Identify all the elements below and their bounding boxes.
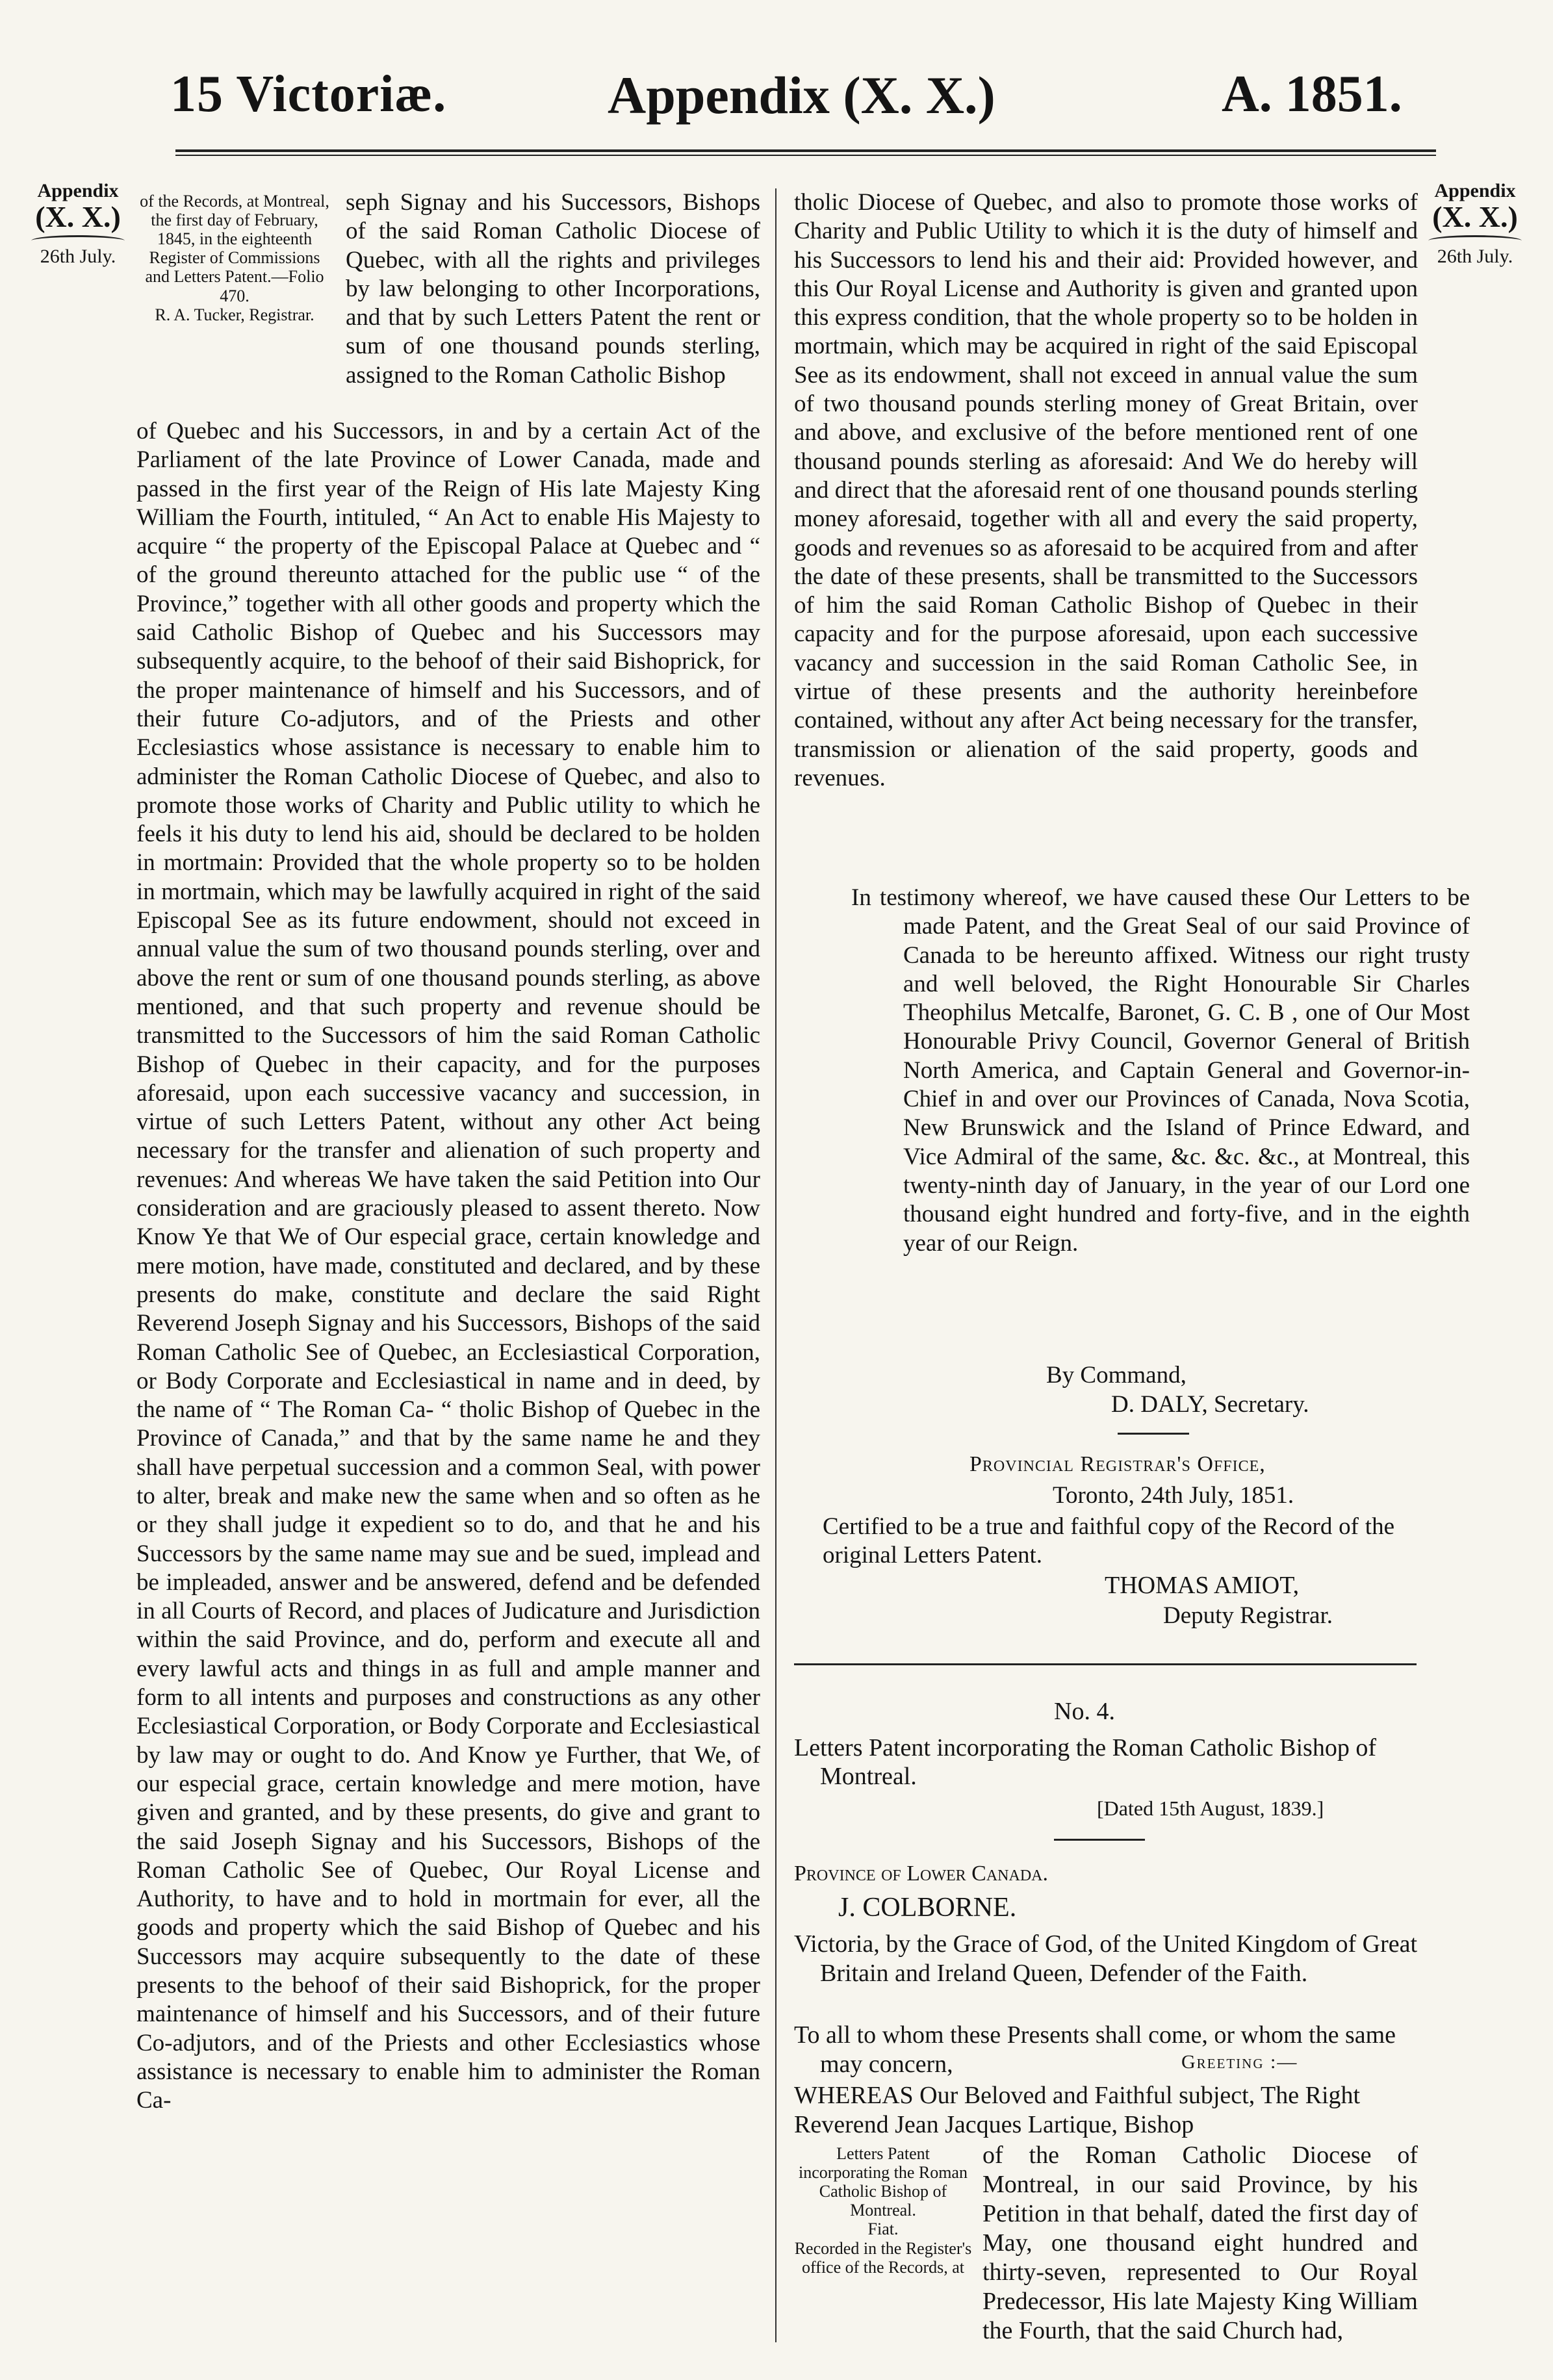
header-rule-bottom bbox=[175, 155, 1436, 156]
victoria-preamble: Victoria, by the Grace of God, of the United Kingdom of Great Britain and Ireland Queen, Defender of the Faith. bbox=[794, 1930, 1418, 1987]
whereas-continuation: of the Roman Catholic Diocese of Montreal, in our said Province, by his Petition in that behalf, dated the first day of May, one thousand eight hundred and thirty-seven, represented to Our Royal Predecessor, His late Majesty King William the Fourth, that the said Church had, bbox=[982, 2142, 1418, 2344]
header-appendix: Appendix (X. X.) bbox=[608, 66, 995, 125]
amiot-signature: THOMAS AMIOT, bbox=[1105, 1572, 1300, 1599]
section-separator bbox=[794, 1663, 1417, 1665]
margin-label-xx-right: (X. X.) bbox=[1432, 199, 1518, 233]
to-all-line: To all to whom these Presents shall come, or whom the same may concern, bbox=[794, 2021, 1396, 2078]
colborne-signature: J. COLBORNE. bbox=[838, 1893, 1017, 1923]
margin-label-date-right: 26th July. bbox=[1437, 245, 1513, 267]
letters-patent-title: Letters Patent incorporating the Roman Catholic Bishop of Montreal. bbox=[794, 1734, 1376, 1790]
testimony-paragraph: In testimony whereof, we have caused these Our Letters to be made Patent, and the Great Seal of our said Province of Canada to be hereunto affixed. Witness our right trusty and well beloved, the Right Honourable Sir Charles Theophilus Metcalfe, Baronet, G. C. B , one of Our Most Honourable Privy Council, Governor General of British North America, and Captain General and Governor-in-Chief in and over our Provinces of Canada, Nova Scotia, New Brunswick and the Island of Prince Edward, and Vice Admiral of the same, &c. &c. &c., at Montreal, this twenty-ninth day of January, in the year of our Lord one thousand eight hundred and forty-five, and in the eighth year of our Reign. bbox=[851, 884, 1470, 1257]
margin-label-right bbox=[1423, 181, 1527, 266]
by-command: By Command, bbox=[1046, 1362, 1187, 1388]
greeting: Greeting :— bbox=[1181, 2051, 1298, 2073]
header-year: A. 1851. bbox=[1222, 66, 1402, 123]
margin-note-records: of the Records, at Montreal, the first day of February, 1845, in the eighteenth Register of Commissions and Letters Patent.—Folio 470. R. A. Tucker, Registrar. bbox=[140, 192, 329, 324]
registrar-date: Toronto, 24th July, 1851. bbox=[1053, 1482, 1294, 1509]
left-column-top-text: seph Signay and his Successors, Bishops of the said Roman Catholic Diocese of Quebec, with all the rights and privileges by law belonging to other Incorporations, and that by such Letters Patent the rent or sum of one thousand pounds sterling, assigned to the Roman Catholic Bishop bbox=[346, 189, 760, 389]
province-heading: Province of Lower Canada. bbox=[794, 1862, 1049, 1886]
deputy-registrar: Deputy Registrar. bbox=[1163, 1602, 1333, 1629]
right-column-top-text: tholic Diocese of Quebec, and also to promote those works of Charity and Public Utility to which it is the duty of himself and his Successors to lend his and their aid: Provided however, and this Our Royal License and Authority is given and granted upon this express condition, that the whole property so to be holden in mortmain, which may be acquired in right of the said Episcopal See as its endowment, shall not exceed in annual value the sum of two thousand pounds sterling money of Great Britain, over and above, and exclusive of the before mentioned rent of one thousand pounds sterling as aforesaid: And We do hereby will and direct that the aforesaid rent of one thousand pounds sterling money aforesaid, together with all and every the said property, goods and revenues so as aforesaid to be acquired from and after the date of these presents, shall be transmitted to the Successors of him the said Roman Catholic Bishop of Quebec in their capacity and for the purpose aforesaid, upon each successive vacancy and succession in the said Roman Catholic See, in virtue of these presents and the authority hereinbefore contained, without any after Act being necessary for the transfer, transmission or alienation of the said property, goods and revenues. bbox=[794, 189, 1418, 791]
dated-line: [Dated 15th August, 1839.] bbox=[1097, 1797, 1324, 1820]
secretary-signature: D. DALY, Secretary. bbox=[1111, 1391, 1309, 1418]
margin-label-xx: (X. X.) bbox=[35, 199, 121, 233]
left-column-body-text: of Quebec and his Successors, in and by a certain Act of the Parliament of the late Province of Lower Canada, made and passed in the first year of the Reign of His late Majesty King William the Fourth, intituled, “ An Act to enable His Majesty to acquire “ the property of the Episcopal Palace at Quebec and “ of the ground thereunto attached for the public use “ of the Province,” together with all other goods and property which the said Catholic Bishop of Quebec and his Successors may subsequently acquire, to the behoof of their said Bishoprick, for the proper maintenance of himself and his Successors, and of their future Co-adjutors, and of the Priests and other Ecclesiastics whose assistance is necessary to enable him to administer the Roman Catholic Diocese of Quebec, and also to promote those works of Charity and Public utility to which he feels it his duty to lend his aid, should be declared to be holden in mortmain: Provided that the whole property so to be holden in mortmain, which may be lawfully acquired in right of the said Episcopal See as its future endowment, should not exceed in annual value the sum of two thousand pounds sterling, over and above the rent or sum of one thousand pounds sterling, as above mentioned, and that such property and revenue should be transmitted to the Successors of him the said Roman Catholic Bishop of Quebec in their capacity, and for the purposes aforesaid, upon each successive vacancy and succession, in virtue of such Letters Patent, without any other Act being necessary for the transfer and alienation of such property and revenues: And whereas We have taken the said Petition into Our consideration and are graciously pleased to assent thereto. Now Know Ye that We of Our especial grace, certain knowledge and mere motion, have made, constituted and declared, and by these presents do make, constitute and declare the said Right Reverend Joseph Signay and his Successors, Bishops of the said Roman Catholic See of Quebec, an Ecclesiastical Corporation, or Body Corporate and Ecclesiastical in name and in deed, by the name of “ The Roman Ca- “ tholic Bishop of Quebec in the Province of Canada,” and that by the same name he and they shall have perpetual succession and a common Seal, with power to alter, break and make new the same when and so often as he or they shall judge it expedient so to do, and that he and his Successors by the same name may sue and be sued, implead and be impleaded, answer and be answered, defend and be defended in all Courts of Record, and places of Judicature and Jurisdiction within the said Province, and do, perform and execute all and every lawful acts and things in as full and ample manner and form to all intents and purposes and constructions as any other Ecclesiastical Corporation, or Body Corporate and Ecclesiastical by law may or ought to do. And Know ye Further, that We, of our especial grace, certain knowledge and mere motion, have given and granted, and by these presents, do give and grant to the said Joseph Signay and his Successors, Bishops of the Roman Catholic See of Quebec, Our Royal License and Authority, to have and to hold in mortmain for ever, all the goods and property which the said Bishop of Quebec and his Successors may acquire subsequently to the date of these presents to the behoof of their said Bishoprick, for the proper maintenance of himself and his Successors, and of their future Co-adjutors, and of the Priests and other Ecclesiastics whose assistance is necessary to enable him to administer the Roman Ca- bbox=[136, 418, 760, 2114]
certification-text: Certified to be a true and faithful copy of the Record of the original Letters Patent. bbox=[823, 1513, 1394, 1568]
header-volume: 15 Victoriæ. bbox=[170, 66, 447, 123]
margin-note-letters-patent: Letters Patent incorporating the Roman Catholic Bishop of Montreal. Fiat. Recorded in the Register's office of the Records, at bbox=[794, 2144, 972, 2277]
registrar-office: Provincial Registrar's Office, bbox=[969, 1452, 1266, 1476]
margin-brace-right bbox=[1428, 235, 1522, 246]
margin-label-date: 26th July. bbox=[40, 245, 116, 267]
short-rule bbox=[1118, 1433, 1189, 1435]
column-divider bbox=[775, 188, 776, 2342]
document-number: No. 4. bbox=[1054, 1698, 1115, 1725]
header-rule-top bbox=[175, 149, 1436, 152]
margin-label-appendix: Appendix bbox=[37, 180, 119, 201]
whereas-line: WHEREAS Our Beloved and Faithful subject, The Right Reverend Jean Jacques Lartique, Bishop bbox=[794, 2082, 1361, 2138]
short-rule-2 bbox=[1054, 1839, 1145, 1841]
margin-label-appendix-right: Appendix bbox=[1434, 180, 1516, 201]
margin-label-left bbox=[26, 181, 130, 266]
margin-brace bbox=[31, 235, 125, 246]
